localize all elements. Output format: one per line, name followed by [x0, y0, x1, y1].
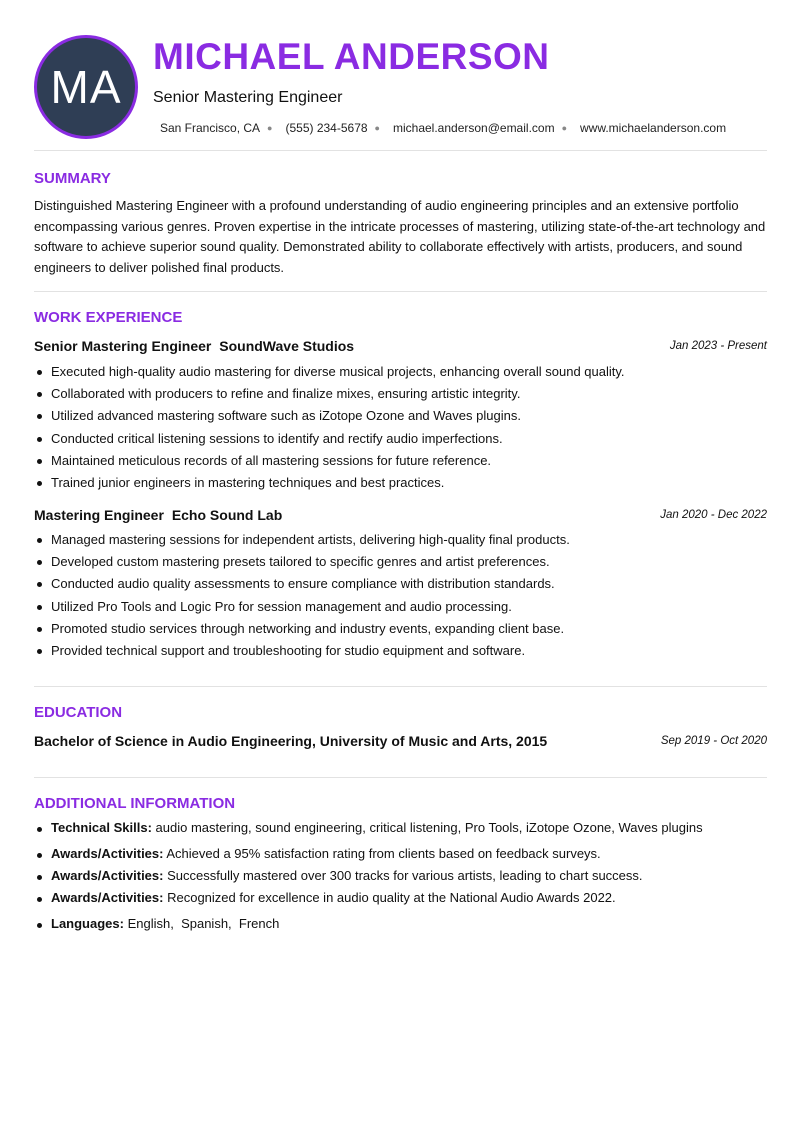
divider [34, 150, 767, 151]
education-entry [34, 733, 767, 749]
divider [34, 777, 767, 778]
divider [34, 291, 767, 292]
contact-line [160, 121, 726, 135]
list-item: Collaborated with producers to refine and finalize mixes, ensuring artistic integrity. [34, 383, 767, 405]
info-text: English, Spanish, French [127, 916, 280, 931]
list-item [34, 916, 767, 938]
list-item: Promoted studio services through networking and industry events, expanding client base. [34, 618, 767, 640]
info-text: audio mastering, sound engineering, critical listening, Pro Tools, iZotope Ozone, Waves plugins [155, 820, 703, 835]
info-text: Successfully mastered over 300 tracks for various artists, leading to chart success. [167, 868, 643, 883]
job-header [34, 507, 767, 525]
info-label: Technical Skills: [51, 820, 152, 835]
avatar-initials: MA [50, 61, 122, 113]
job-company: Echo Sound Lab [171, 507, 283, 523]
job-dates: Jan 2020 - Dec 2022 [660, 509, 767, 521]
contact-website[interactable]: www.michaelanderson.com [580, 121, 727, 135]
avatar [34, 35, 138, 139]
info-label: Awards/Activities: [51, 846, 164, 861]
separator-dot: ● [561, 123, 568, 133]
additional-info-list [34, 820, 767, 938]
job-bullets [34, 529, 767, 662]
summary-heading: SUMMARY [34, 170, 111, 187]
work-experience-heading: WORK EXPERIENCE [34, 309, 183, 326]
info-text: Recognized for excellence in audio quality at the National Audio Awards 2022. [167, 890, 616, 905]
candidate-title: Senior Mastering Engineer [153, 89, 343, 106]
education-heading: EDUCATION [34, 704, 123, 721]
list-item: Managed mastering sessions for independent artists, delivering high-quality final products. [34, 529, 767, 551]
list-item [34, 868, 767, 890]
contact-location: San Francisco, CA [160, 121, 261, 135]
info-label: Languages: [51, 916, 124, 931]
contact-email[interactable]: michael.anderson@email.com [392, 121, 555, 135]
job-role: Senior Mastering Engineer [34, 338, 212, 354]
summary-text: Distinguished Mastering Engineer with a profound understanding of audio engineering principles and an extensive portfolio encompassing various genres. Proven expertise in the intricate processes of mastering, utilizing state-of-the-art technology and software to achieve superior sound quality. Demonstrated ability to collaborate effectively with artists, producers, and sound engineers to deliver polished final products. [34, 198, 766, 275]
list-item: Maintained meticulous records of all mastering sessions for future reference. [34, 450, 767, 472]
list-item: Executed high-quality audio mastering for diverse musical projects, enhancing overall sound quality. [34, 361, 767, 383]
list-item [34, 846, 767, 868]
list-item: Developed custom mastering presets tailored to specific genres and artist preferences. [34, 551, 767, 573]
education-degree: Bachelor of Science in Audio Engineering, University of Music and Arts, 2015 [34, 733, 548, 749]
info-label: Awards/Activities: [51, 890, 164, 905]
list-item: Trained junior engineers in mastering techniques and best practices. [34, 472, 767, 494]
list-item: Utilized advanced mastering software such as iZotope Ozone and Waves plugins. [34, 405, 767, 427]
list-item: Conducted critical listening sessions to identify and rectify audio imperfections. [34, 428, 767, 450]
contact-phone: (555) 234-5678 [285, 121, 368, 135]
list-item: Provided technical support and troubleshooting for studio equipment and software. [34, 640, 767, 662]
list-item [34, 890, 767, 916]
separator-dot: ● [267, 123, 273, 133]
education-dates: Sep 2019 - Oct 2020 [660, 735, 767, 747]
list-item [34, 820, 767, 846]
list-item: Conducted audio quality assessments to ensure compliance with distribution standards. [34, 573, 767, 595]
job-header [34, 338, 767, 356]
info-text: Achieved a 95% satisfaction rating from clients based on feedback surveys. [166, 846, 601, 861]
separator-dot: ● [374, 123, 380, 133]
job-role: Mastering Engineer [34, 507, 164, 523]
job-bullets [34, 361, 767, 494]
divider [34, 686, 767, 687]
candidate-name: MICHAEL ANDERSON [153, 36, 550, 77]
job-dates: Jan 2023 - Present [669, 340, 767, 352]
additional-info-heading: ADDITIONAL INFORMATION [34, 795, 236, 812]
list-item: Utilized Pro Tools and Logic Pro for session management and audio processing. [34, 596, 767, 618]
info-label: Awards/Activities: [51, 868, 164, 883]
job-company: SoundWave Studios [219, 338, 355, 354]
